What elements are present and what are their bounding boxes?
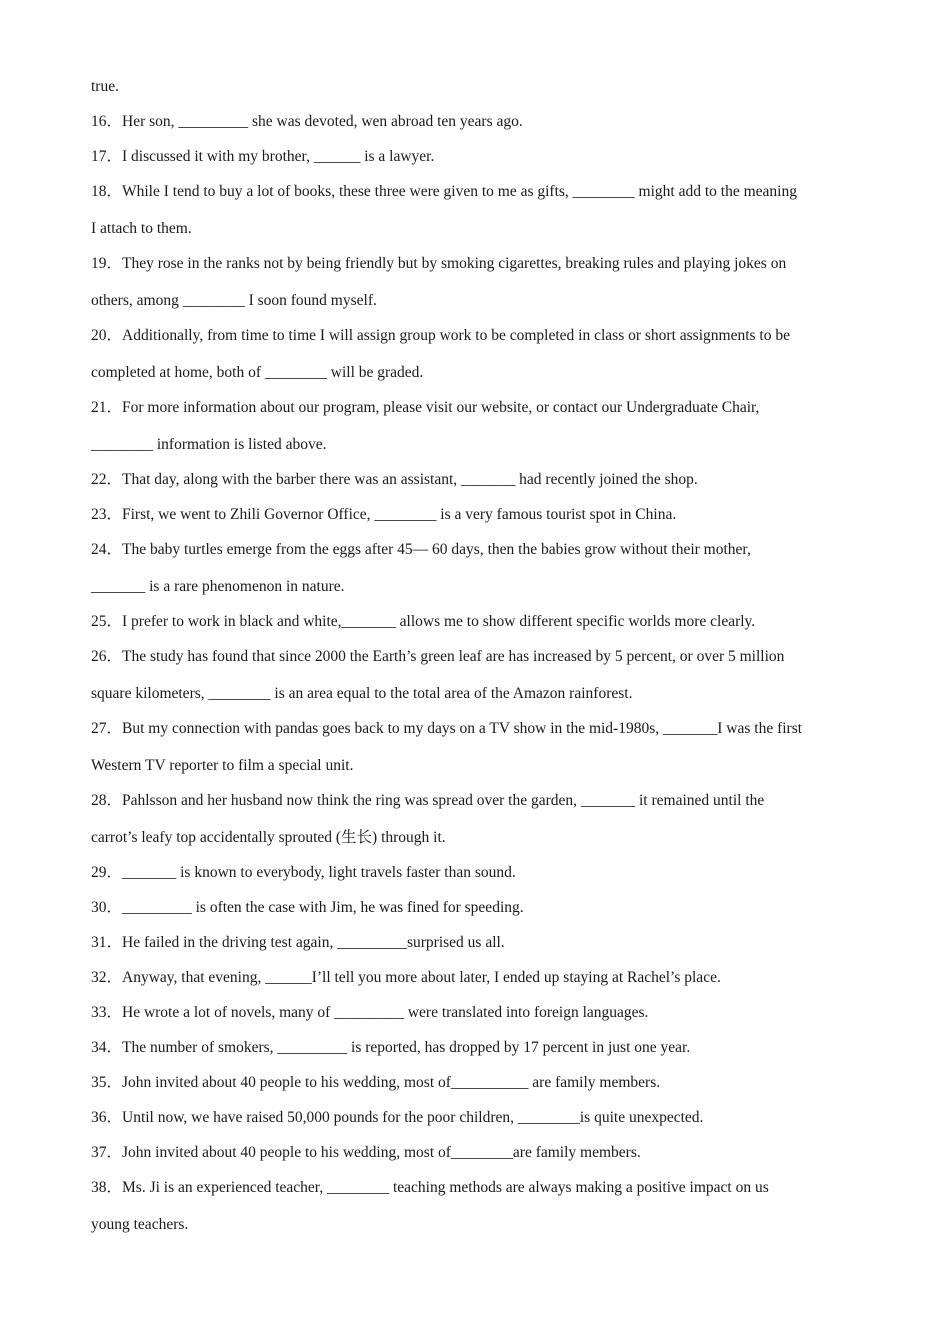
- question-19: 19．They rose in the ranks not by being friendly but by smoking cigarettes, breaking rules and playing jokes on: [91, 255, 787, 272]
- question-38: 38．Ms. Ji is an experienced teacher, ________ teaching methods are always making a positive impact on us: [91, 1179, 769, 1196]
- question-27: 27．But my connection with pandas goes back to my days on a TV show in the mid-1980s, _______I was the first: [91, 720, 803, 737]
- question-21: 21．For more information about our program, please visit our website, or contact our Undergraduate Chair,: [91, 399, 760, 416]
- question-26-continued: square kilometers, ________ is an area equal to the total area of the Amazon rainforest.: [91, 685, 633, 702]
- question-25: 25．I prefer to work in black and white,_______ allows me to show different specific worlds more clearly.: [91, 613, 756, 630]
- question-16: 16．Her son, _________ she was devoted, wen abroad ten years ago.: [91, 113, 523, 130]
- question-20-continued: completed at home, both of ________ will be graded.: [91, 364, 424, 381]
- question-17: 17．I discussed it with my brother, ______ is a lawyer.: [91, 148, 435, 165]
- question-24: 24．The baby turtles emerge from the eggs after 45— 60 days, then the babies grow without their mother,: [91, 541, 751, 558]
- question-23: 23．First, we went to Zhili Governor Office, ________ is a very famous tourist spot in China.: [91, 506, 677, 523]
- question-22: 22．That day, along with the barber there was an assistant, _______ had recently joined the shop.: [91, 471, 698, 488]
- question-34: 34．The number of smokers, _________ is reported, has dropped by 17 percent in just one year.: [91, 1039, 691, 1056]
- question-38-continued: young teachers.: [91, 1216, 189, 1233]
- question-36: 36．Until now, we have raised 50,000 pounds for the poor children, ________is quite unexpected.: [91, 1109, 704, 1126]
- question-30: 30．_________ is often the case with Jim, he was fined for speeding.: [91, 899, 524, 916]
- question-31: 31．He failed in the driving test again, _________surprised us all.: [91, 934, 505, 951]
- text-line: true.: [91, 78, 119, 95]
- question-27-continued: Western TV reporter to film a special unit.: [91, 757, 354, 774]
- question-35: 35．John invited about 40 people to his wedding, most of__________ are family members.: [91, 1074, 661, 1091]
- question-20: 20．Additionally, from time to time I will assign group work to be completed in class or short assignments to be: [91, 327, 790, 344]
- question-26: 26．The study has found that since 2000 the Earth’s green leaf are has increased by 5 percent, or over 5 million: [91, 648, 785, 665]
- document-page: [91, 78, 863, 1234]
- question-28-continued: carrot’s leafy top accidentally sprouted (生长) through it.: [91, 829, 446, 846]
- question-33: 33．He wrote a lot of novels, many of _________ were translated into foreign languages.: [91, 1004, 649, 1021]
- question-19-continued: others, among ________ I soon found myself.: [91, 292, 377, 309]
- question-29: 29．_______ is known to everybody, light travels faster than sound.: [91, 864, 516, 881]
- question-24-continued: _______ is a rare phenomenon in nature.: [91, 578, 345, 595]
- question-37: 37．John invited about 40 people to his wedding, most of________are family members.: [91, 1144, 641, 1161]
- question-28: 28．Pahlsson and her husband now think the ring was spread over the garden, _______ it remained until the: [91, 792, 765, 809]
- question-18: 18．While I tend to buy a lot of books, these three were given to me as gifts, ________ might add to the meaning: [91, 183, 797, 200]
- question-32: 32．Anyway, that evening, ______I’ll tell you more about later, I ended up staying at Rachel’s place.: [91, 969, 721, 986]
- question-21-continued: ________ information is listed above.: [91, 436, 327, 453]
- question-18-continued: I attach to them.: [91, 220, 192, 237]
